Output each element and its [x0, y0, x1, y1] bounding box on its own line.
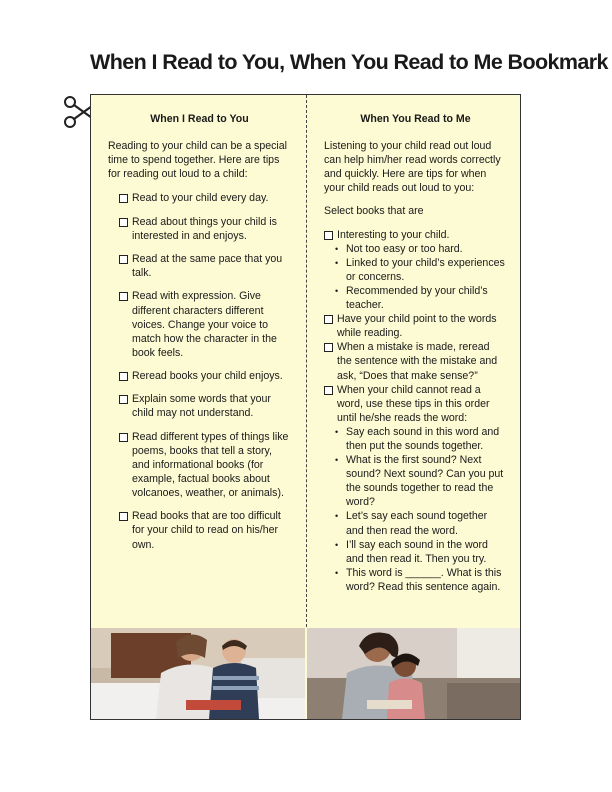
photo-mother-reading-to-son [91, 628, 305, 719]
checkbox-icon [119, 512, 128, 521]
scissors-icon [63, 94, 93, 130]
tip-item: Read about things your child is interested in and enjoys. [119, 215, 291, 243]
bullet-icon: • [335, 285, 339, 296]
tip-item: Read at the same pace that you talk. [119, 252, 291, 280]
photo-mother-listening-to-daughter [307, 628, 520, 719]
cut-line [306, 95, 307, 627]
tip-item: Read to your child every day. [119, 191, 291, 205]
bullet-list [324, 425, 507, 594]
list-item: • Let’s say each sound together and then read the word. [335, 510, 488, 537]
checkbox-icon [324, 231, 333, 240]
right-intro: Listening to your child read out loud can help him/her read words correctly and quickly. Here are tips for when your child reads out loud to you: [324, 140, 501, 195]
left-intro: Reading to your child can be a special time to spend together. Here are tips for reading out loud to a child: [108, 140, 288, 181]
list-item: • What is the first sound? Next sound? Next sound? Can you put the sounds together to read the word? [335, 454, 504, 509]
tip-item: Explain some words that your child may not understand. [119, 392, 291, 420]
page-title: When I Read to You, When You Read to Me Bookmark [90, 50, 608, 74]
checkbox-icon [324, 315, 333, 324]
list-item: • This word is ______. What is this word? Read this sentence again. [335, 566, 502, 593]
checkbox-icon [119, 255, 128, 264]
bookmark [90, 94, 521, 720]
bullet-icon: • [335, 511, 339, 522]
checkbox-icon [324, 386, 333, 395]
bullet-icon: • [335, 455, 339, 466]
list-item: • Say each sound in this word and then put the sounds together. [335, 425, 500, 452]
right-heading: When You Read to Me [360, 113, 471, 125]
checkbox-icon [119, 194, 128, 203]
list-item: • Linked to your child’s experiences or concerns. [335, 256, 505, 283]
tip-item: Read with expression. Give different characters different voices. Change your voice to match how the character in the book feels. [119, 289, 291, 359]
tip-item: When a mistake is made, reread the sentence with the mistake and ask, “Does that make sense?” [324, 340, 507, 382]
tip-item: Reread books your child enjoys. [119, 369, 291, 383]
checkbox-icon [119, 292, 128, 301]
tip-item: When your child cannot read a word, use these tips in this order until he/she reads the word: • Say each sound in this word and then put the sounds together. • What is the first sound? Next sound? Next sound? Can you put the sounds together to read the word? • Let’s say each sound together and then read the word. • I’ll say each sound in the word and then read it. Then you try. • This word is ______. What is this word? Read this sentence again. [324, 383, 507, 594]
list-item: • Not too easy or too hard. [335, 242, 463, 255]
select-books-label: Select books that are [324, 205, 424, 218]
list-item: • Recommended by your child’s teacher. [335, 284, 488, 312]
tip-item: Read books that are too difficult for your child to read on his/her own. [119, 509, 291, 551]
left-heading: When I Read to You [150, 113, 249, 125]
left-column [108, 95, 291, 561]
bullet-icon: • [335, 539, 339, 550]
list-item: • I’ll say each sound in the word and then read it. Then you try. [335, 538, 488, 565]
bullet-icon: • [335, 426, 339, 437]
tip-item: Interesting to your child. • Not too easy or too hard. • Linked to your child’s experiences or concerns. • Recommended by your child’s teacher. [324, 228, 507, 313]
checkbox-icon [119, 218, 128, 227]
bullet-icon: • [335, 567, 339, 578]
right-column [324, 95, 507, 594]
bullet-icon: • [335, 257, 339, 268]
bullet-icon: • [335, 243, 339, 254]
bullet-list [324, 242, 507, 312]
left-tips-list [108, 191, 291, 551]
checkbox-icon [119, 395, 128, 404]
checkbox-icon [119, 433, 128, 442]
checkbox-icon [324, 343, 333, 352]
checkbox-icon [119, 372, 128, 381]
tip-item: Have your child point to the words while reading. [324, 312, 507, 340]
tip-item: Read different types of things like poems, books that tell a story, and informational books (for example, factual books about volcanoes, weather, or animals). [119, 430, 291, 500]
